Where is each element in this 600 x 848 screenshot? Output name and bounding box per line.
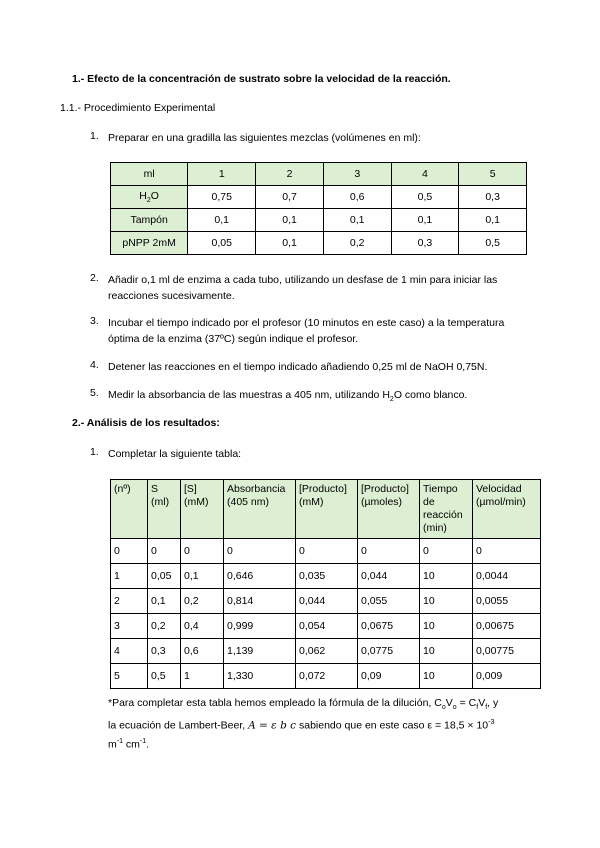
table-cell: 0 [296,539,358,564]
step-1-text: Preparar en una gradilla las siguientes mezclas (volúmenes en ml): [108,132,421,144]
step-5-text: Medir la absorbancia de las muestras a 405 nm, utilizando $H_2O$ como blanco. [108,389,468,404]
table-row [111,639,541,664]
table-cell: 0,054 [296,614,358,639]
mix-cell: 0,7 [256,186,324,209]
table-cell: 0,00775 [473,639,541,664]
section2-step-1-text: Completar la siguiente tabla: [108,448,242,460]
mix-header-cell: 3 [323,163,391,186]
results-header-cell: S (ml) [148,480,181,539]
mix-cell: 0,1 [391,209,459,232]
table-cell: 1,139 [224,639,296,664]
table-cell: 0 [148,539,181,564]
mix-table [110,162,527,255]
table-cell: 0,044 [358,564,420,589]
mix-cell: 0,1 [188,209,256,232]
table-cell: 0,1 [181,564,224,589]
mix-cell: 0,1 [459,209,527,232]
table-cell: 0,09 [358,664,420,689]
results-header-row [111,480,541,539]
table-row [111,614,541,639]
lambert-beer-formula: A = ε b c [248,719,297,732]
table-cell: 0,044 [296,589,358,614]
mix-cell: 0,1 [256,232,324,255]
mix-cell: 0,2 [323,232,391,255]
results-header-cell: Tiempo de reacción (min) [420,480,473,539]
mix-header-cell: 5 [459,163,527,186]
mix-pnpp-row [111,232,527,255]
table-cell: 0,05 [148,564,181,589]
table-cell: 0,035 [296,564,358,589]
table-cell: 0,0775 [358,639,420,664]
table-cell: 0,072 [296,664,358,689]
step-5: 5. Medir la absorbancia de las muestras a 405 nm, utilizando $H_2O$ como blanco. [90,387,467,408]
mix-water-row [111,186,527,209]
table-cell: 0,00675 [473,614,541,639]
table-cell: 0,3 [148,639,181,664]
results-header-cell: [Producto] (µmoles) [358,480,420,539]
table-cell: 1 [111,564,148,589]
table-row [111,564,541,589]
table-cell: 1,330 [224,664,296,689]
section2-title: 2.- Análisis de los resultados: [72,417,220,429]
step-3-line2: óptima de la enzima (37ºC) según indique el profesor. [108,333,359,345]
table-cell: 0 [473,539,541,564]
table-cell: 10 [420,589,473,614]
table-cell: 0 [181,539,224,564]
table-cell: 10 [420,639,473,664]
results-table [110,479,541,689]
section2-step-1: 1. Completar la siguiente tabla: [90,446,242,460]
table-cell: 0,009 [473,664,541,689]
table-cell: 0 [111,539,148,564]
mix-cell: 0,3 [391,232,459,255]
results-header-cell: Absorbancia (405 nm) [224,480,296,539]
mix-cell: 0,1 [256,209,324,232]
table-cell: 0,0675 [358,614,420,639]
results-header-cell: [S] (mM) [181,480,224,539]
table-cell: 0,2 [148,614,181,639]
step-4-text: Detener las reacciones en el tiempo indicado añadiendo 0,25 ml de NaOH 0,75N. [108,361,488,373]
table-cell: 0,814 [224,589,296,614]
mix-cell: 0,3 [459,186,527,209]
table-cell: 0,0055 [473,589,541,614]
footnote: *Para completar esta tabla hemos empleado la fórmula de la dilución, $C_oV_o = C_fV_f$, y la ecuación de Lambert-Beer, A = ε b c sabiendo que en este caso $\varepsilon = 18,5 \times 10^{-3}$ $m^{-1}$ $cm^{-1}$. [108,697,499,751]
water-label: $H_2O$ [111,186,188,209]
section1-title: 1.- Efecto de la concentración de sustrato sobre la velocidad de la reacción. [72,73,451,85]
table-cell: 0,6 [181,639,224,664]
table-cell: 0 [420,539,473,564]
table-cell: 0,062 [296,639,358,664]
table-cell: 2 [111,589,148,614]
mix-cell: 0,6 [323,186,391,209]
buffer-label: Tampón [111,209,188,232]
step-2-line2: reacciones sucesivamente. [108,290,235,302]
step-4: 4. Detener las reacciones en el tiempo indicado añadiendo 0,25 ml de NaOH 0,75N. [90,359,488,373]
table-cell: 3 [111,614,148,639]
mix-header-row [111,163,527,186]
table-cell: 10 [420,614,473,639]
table-cell: 0,2 [181,589,224,614]
table-cell: 10 [420,664,473,689]
results-header-cell: (nº) [111,480,148,539]
table-cell: 0,1 [148,589,181,614]
table-cell: 0,646 [224,564,296,589]
results-header-cell: [Producto] (mM) [296,480,358,539]
mix-header-cell: 4 [391,163,459,186]
table-cell: 5 [111,664,148,689]
step-2-line1: Añadir o,1 ml de enzima a cada tubo, utilizando un desfase de 1 min para iniciar las [108,274,498,286]
table-row [111,589,541,614]
table-cell: 10 [420,564,473,589]
step-2: 2. Añadir o,1 ml de enzima a cada tubo, utilizando un desfase de 1 min para iniciar las reacciones sucesivamente. [90,272,498,302]
step-3-line1: Incubar el tiempo indicado por el profesor (10 minutos en este caso) a la temperatura [108,317,505,329]
table-cell: 0,999 [224,614,296,639]
step-1: 1. Preparar en una gradilla las siguientes mezclas (volúmenes en ml): [90,130,421,144]
table-cell: 4 [111,639,148,664]
table-cell: 0,5 [148,664,181,689]
step-3: 3. Incubar el tiempo indicado por el profesor (10 minutos en este caso) a la temperatura óptima de la enzima (37ºC) según indique el profesor. [90,315,505,345]
mix-cell: 0,05 [188,232,256,255]
mix-header-cell: 1 [188,163,256,186]
mix-cell: 0,5 [391,186,459,209]
mix-cell: 0,75 [188,186,256,209]
table-cell: 0,055 [358,589,420,614]
pnpp-label: pNPP 2mM [111,232,188,255]
mix-header-cell: 2 [256,163,324,186]
table-row [111,539,541,564]
table-cell: 0 [358,539,420,564]
table-cell: 1 [181,664,224,689]
mix-header-cell: ml [111,163,188,186]
results-header-cell: Velocidad (µmol/min) [473,480,541,539]
table-cell: 0 [224,539,296,564]
table-cell: 0,0044 [473,564,541,589]
table-cell: 0,4 [181,614,224,639]
mix-buffer-row [111,209,527,232]
mix-cell: 0,1 [323,209,391,232]
mix-cell: 0,5 [459,232,527,255]
table-row [111,664,541,689]
section1-subtitle: 1.1.- Procedimiento Experimental [60,102,216,114]
